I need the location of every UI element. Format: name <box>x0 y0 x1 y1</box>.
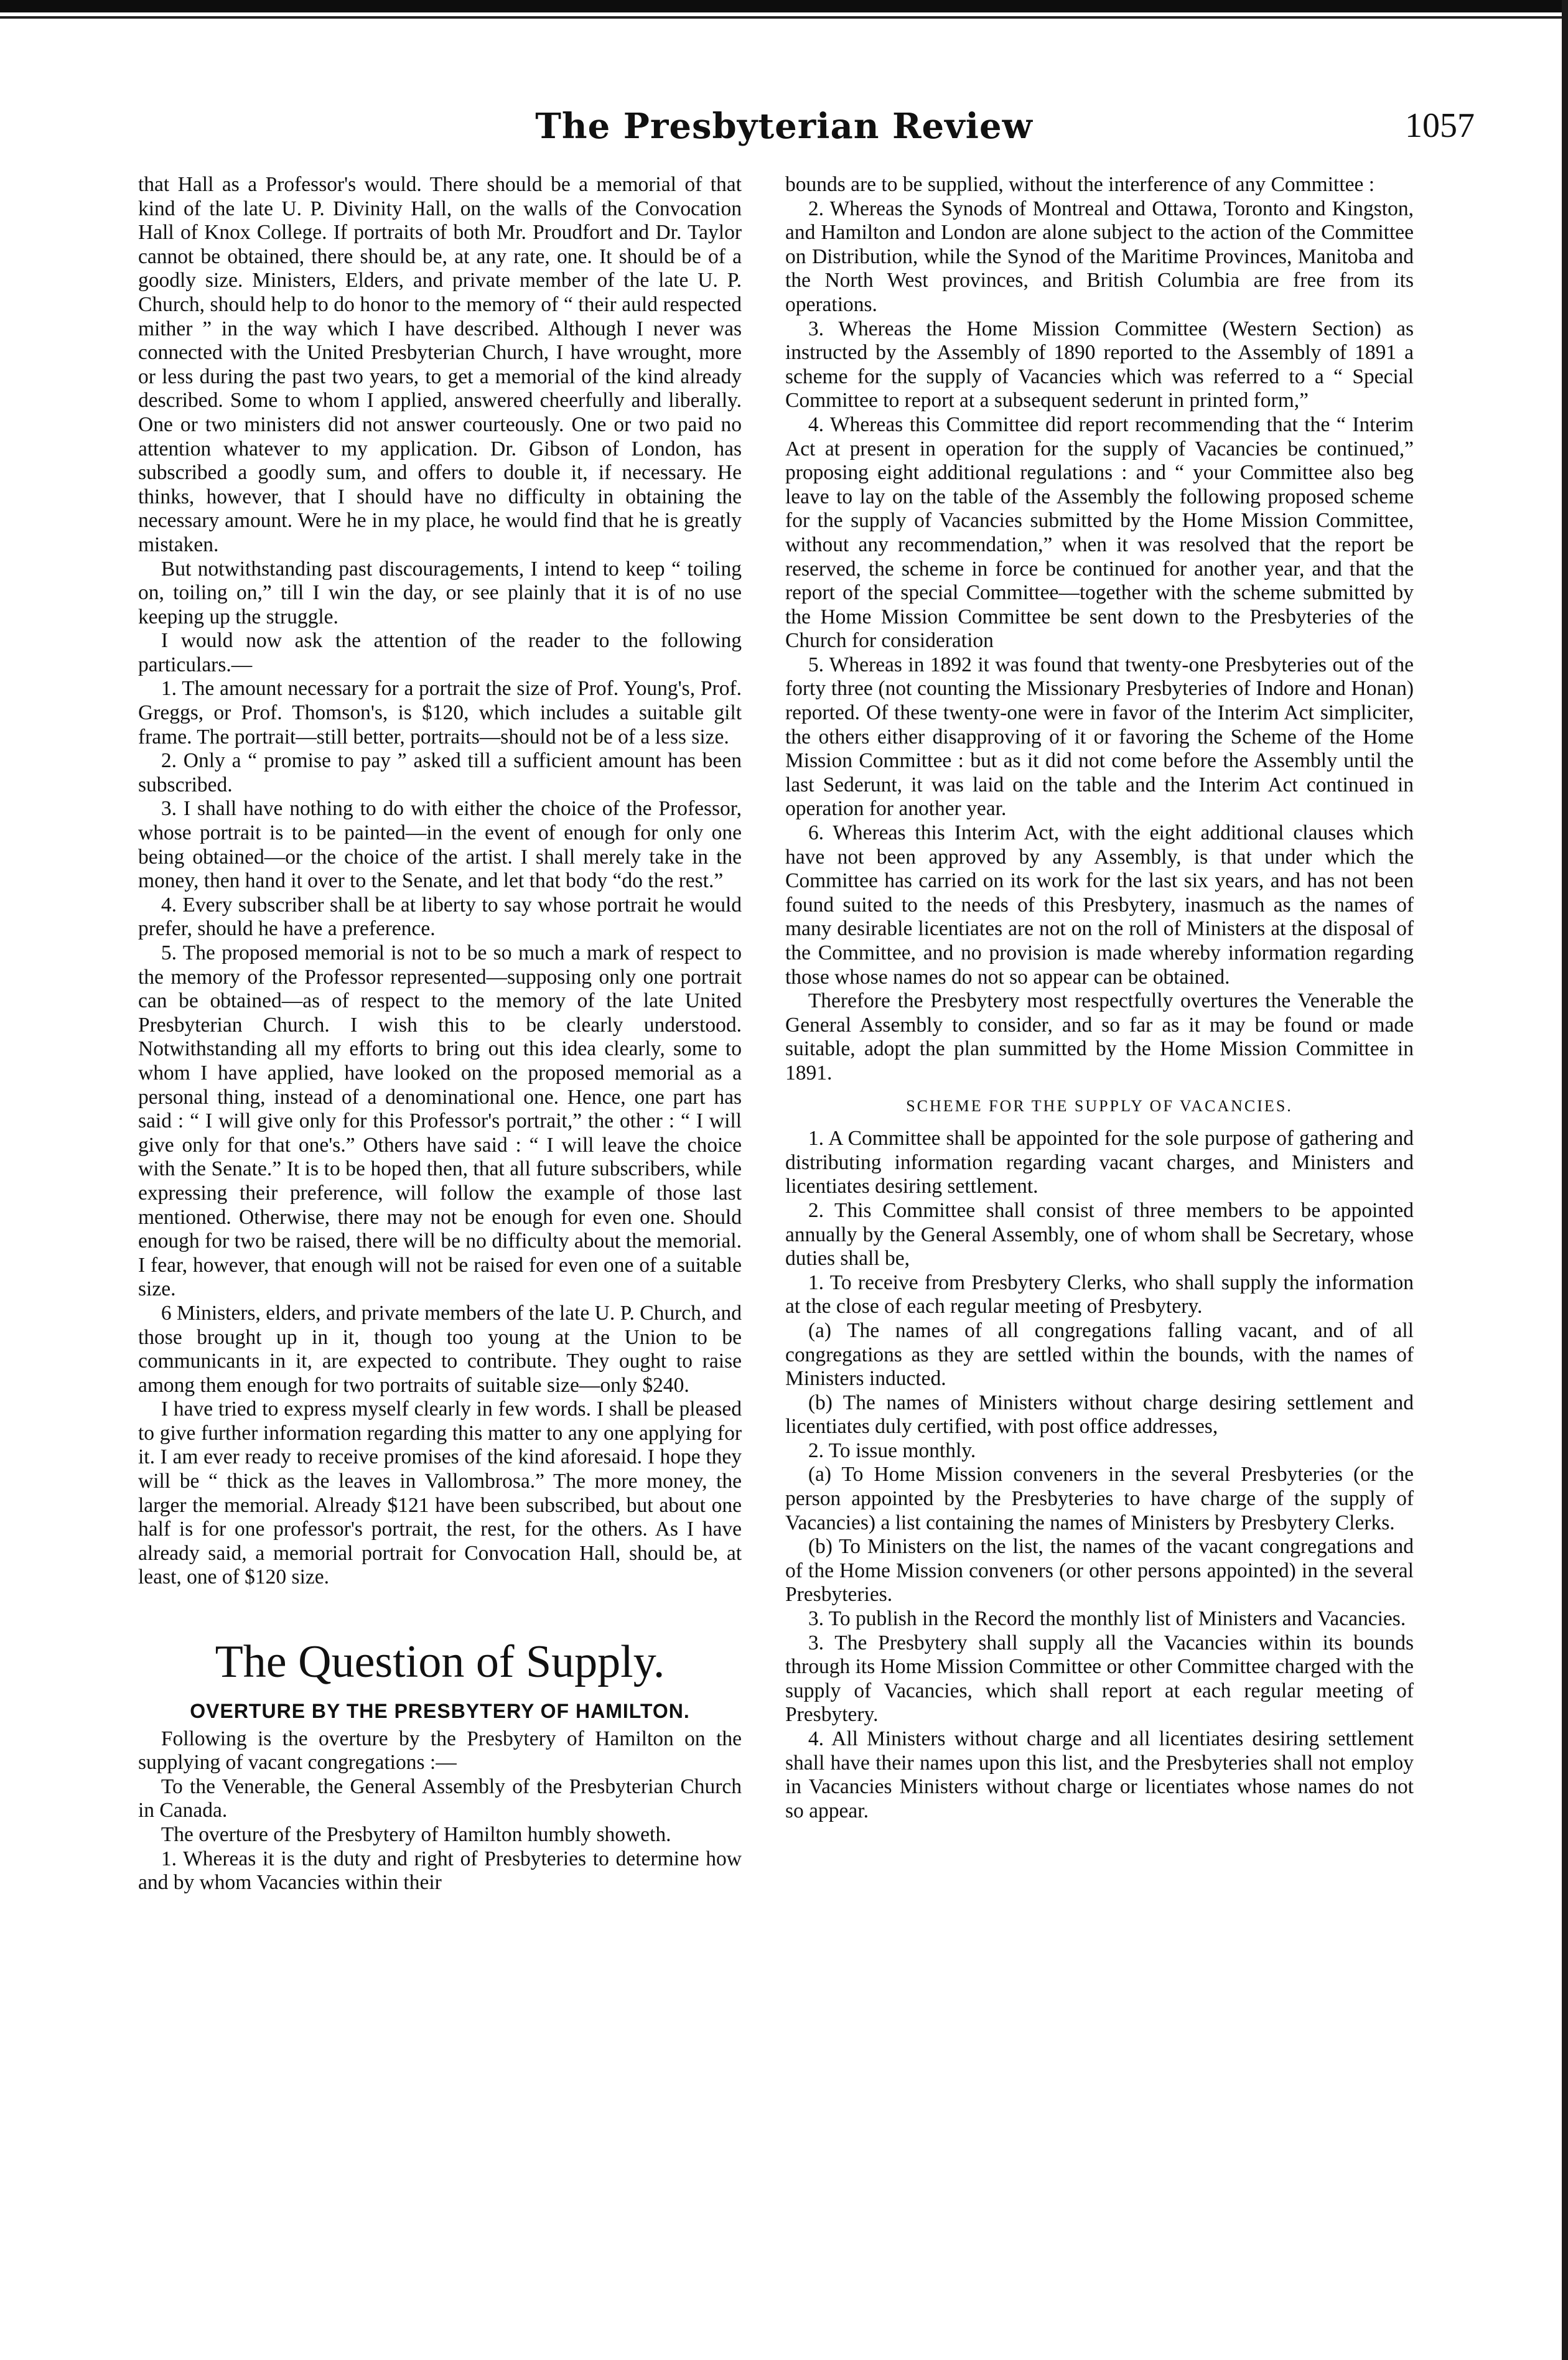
paragraph: But notwithstanding past discouragements, I intend to keep “ toiling on, toiling on,” till I win the day, or see plainly that it is of no use keeping up the struggle. <box>138 557 742 628</box>
section-subtitle: OVERTURE BY THE PRESBYTERY OF HAMILTON. <box>190 1700 690 1723</box>
numbered-paragraph: 4. All Ministers without charge and all licentiates desiring settlement shall have their names upon this list, and the Presbyteries shall not employ in Vacancies Ministers without charge or licentiates whose names do not so appear. <box>785 1727 1414 1822</box>
numbered-paragraph: 5. The proposed memorial is not to be so much a mark of respect to the memory of the Professor represented—supposing only one portrait can be obtained—as of respect to the memory of the late United Presbyterian Church. I wish this to be clearly understood. Notwithstanding all my efforts to bring out this idea clearly, some to whom I have applied, have looked on the proposed memorial as a personal thing, instead of a denominational one. Hence, one part has said : “ I will give only for this Professor's portrait,” the other : “ I will give only for that one's.” Others have said : “ I will leave the choice with the Senate.” It is to be hoped then, that all future subscribers, while expressing their preference, will follow the example of those last mentioned. Otherwise, there may not be enough for even one. Should enough for two be raised, there will be no difficulty about the memorial. I fear, however, that enough will not be raised for even one of a suitable size. <box>138 941 742 1301</box>
numbered-paragraph: 5. Whereas in 1892 it was found that twenty-one Presbyteries out of the forty three (not counting the Missionary Presbyteries of Indore and Honan) reported. Of these twenty-one were in favor of the Interim Act simpliciter, the others either disapproving of it or favoring the Scheme of the Home Mission Committee : but as it did not come before the Assembly until the last Sederunt, it was laid on the table and the Interim Act continued in operation for another year. <box>785 653 1414 821</box>
numbered-paragraph: 6 Ministers, elders, and private members of the late U. P. Church, and those brought up in it, though too young at the Union to be communicants in it, are expected to contribute. They ought to raise among them enough for two portraits of suitable size—only $240. <box>138 1301 742 1397</box>
lettered-paragraph: (a) The names of all congregations falling vacant, and of all congregations as they are settled within the bounds, with the names of Ministers inducted. <box>785 1318 1414 1391</box>
page-number: 1057 <box>1405 106 1475 145</box>
paragraph: To the Venerable, the General Assembly of the Presbyterian Church in Canada. <box>138 1775 742 1822</box>
lettered-paragraph: (a) To Home Mission conveners in the several Presbyteries (or the person appointed by the Presbyteries to have charge of the supply of Vacancies) a list containing the names of Ministers by Presbytery Clerks. <box>785 1463 1414 1534</box>
numbered-paragraph: 2. This Committee shall consist of three members to be appointed annually by the General Assembly, one of whom shall be Secretary, whose duties shall be, <box>785 1198 1414 1271</box>
numbered-paragraph: 2. Only a “ promise to pay ” asked till a sufficient amount has been subscribed. <box>138 749 742 796</box>
right-column <box>785 173 1414 1823</box>
top-border-thin-rule <box>0 16 1568 19</box>
numbered-paragraph: 4. Every subscriber shall be at liberty to say whose portrait he would prefer, should he have a preference. <box>138 893 742 941</box>
numbered-paragraph: 3. I shall have nothing to do with either the choice of the Professor, whose portrait is to be painted—in the event of enough for only one being obtained—or the choice of the artist. I shall merely take in the money, then hand it over to the Senate, and let that body “do the rest.” <box>138 797 742 893</box>
numbered-paragraph: 2. To issue monthly. <box>808 1439 976 1462</box>
paragraph: I would now ask the attention of the reader to the following particulars.— <box>138 629 742 676</box>
numbered-paragraph: 3. The Presbytery shall supply all the Vacancies within its bounds through its Home Mission Committee or other Committee charged with the supply of Vacancies, which shall report at each regular meeting of Presbytery. <box>785 1631 1414 1727</box>
numbered-paragraph: 1. A Committee shall be appointed for the sole purpose of gathering and distributing information regarding vacant charges, and Ministers and licentiates desiring settlement. <box>785 1127 1414 1198</box>
numbered-paragraph: 4. Whereas this Committee did report recommending that the “ Interim Act at present in operation for the supply of Vacancies be continued,” proposing eight additional regulations : and “ your Committee also beg leave to lay on the table of the Assembly the following proposed scheme for the supply of Vacancies submitted by the Home Mission Committee, without any recommendation,” when it was resolved that the report be reserved, the scheme in force be continued for another year, and that the report of the special Committee—together with the scheme submitted by the Home Mission Committee be sent down to the Presbyteries of the Church for consideration <box>785 413 1414 653</box>
numbered-paragraph: 3. Whereas the Home Mission Committee (Western Section) as instructed by the Assembly of 1890 reported to the Assembly of 1891 a scheme for the supply of Vacancies which was referred to a “ Special Committee to report at a subsequent sederunt in printed form,” <box>785 317 1414 413</box>
paragraph: Following is the overture by the Presbytery of Hamilton on the supplying of vacant congregations :— <box>138 1727 742 1775</box>
top-border-rule <box>0 0 1568 12</box>
right-border-rule <box>1562 0 1568 2360</box>
left-column <box>138 173 742 1895</box>
numbered-paragraph: 6. Whereas this Interim Act, with the eight additional clauses which have not been approved by any Assembly, is that under which the Committee has carried on its work for the last six years, and has not been found suited to the needs of this Presbytery, inasmuch as the names of many desirable licentiates are not on the roll of Ministers at the disposal of the Committee, and no provision is made whereby information regarding those whose names do not so appear can be obtained. <box>785 821 1414 989</box>
paragraph: I have tried to express myself clearly in few words. I shall be pleased to give further information regarding this matter to any one applying for it. I am ever ready to receive promises of the kind aforesaid. I hope they will be “ thick as the leaves in Vallombrosa.” The more money, the larger the memorial. Already $121 have been subscribed, but about one half is for one professor's portrait, the rest, for the others. As I have already said, a memorial portrait for Convocation Hall, should be, at least, one of $120 size. <box>138 1397 742 1589</box>
paragraph: bounds are to be supplied, without the interference of any Committee : <box>785 173 1375 196</box>
lettered-paragraph: (b) To Ministers on the list, the names of the vacant congregations and of the Home Mission conveners (or other persons appointed) in the several Presbyteries. <box>785 1535 1414 1607</box>
paragraph: The overture of the Presbytery of Hamilton humbly showeth. <box>161 1823 671 1846</box>
numbered-paragraph: 1. Whereas it is the duty and right of Presbyteries to determine how and by whom Vacancies within their <box>138 1847 742 1895</box>
numbered-paragraph: 3. To publish in the Record the monthly list of Ministers and Vacancies. <box>808 1607 1406 1631</box>
numbered-paragraph: 1. To receive from Presbytery Clerks, who shall supply the information at the close of each regular meeting of Presbytery. <box>785 1271 1414 1318</box>
section-title: The Question of Supply. <box>215 1636 665 1688</box>
running-head-title: The Presbyterian Review <box>535 106 1033 147</box>
paragraph: Therefore the Presbytery most respectfully overtures the Venerable the General Assembly to consider, and so far as it may be found or made suitable, adopt the plan summitted by the Home Mission Committee in 1891. <box>785 989 1414 1084</box>
paragraph: that Hall as a Professor's would. There should be a memorial of that kind of the late U. P. Divinity Hall, on the walls of the Convocation Hall of Knox College. If portraits of both Mr. Proudfort and Dr. Taylor cannot be obtained, there should be, at any rate, one. It should be of a goodly size. Ministers, Elders, and private member of the late U. P. Church, should help to do honor to the memory of “ their auld respected mither ” in the way which I have described. Although I never was connected with the United Presbyterian Church, I have wrought, more or less during the past two years, to get a memorial of the kind already described. Some to whom I applied, answered cheerfully and liberally. One or two ministers did not answer courteously. One or two paid no attention whatever to my application. Dr. Gibson of London, has subscribed a goodly sum, and offers to double it, if necessary. He thinks, however, that I should have no difficulty in obtaining the necessary amount. Were he in my place, he would find that he is greatly mistaken. <box>138 173 742 556</box>
numbered-paragraph: 2. Whereas the Synods of Montreal and Ottawa, Toronto and Kingston, and Hamilton and London are alone subject to the action of the Committee on Distribution, while the Synod of the Maritime Provinces, Manitoba and the North West provinces, and British Columbia are free from its operations. <box>785 197 1414 316</box>
lettered-paragraph: (b) The names of Ministers without charge desiring settlement and licentiates duly certified, with post office addresses, <box>785 1391 1414 1439</box>
numbered-paragraph: 1. The amount necessary for a portrait the size of Prof. Young's, Prof. Greggs, or Prof. Thomson's, is $120, which includes a suitable gilt frame. The portrait—still better, portraits—should not be of a less size. <box>138 677 742 749</box>
scheme-heading: SCHEME FOR THE SUPPLY OF VACANCIES. <box>906 1096 1293 1115</box>
